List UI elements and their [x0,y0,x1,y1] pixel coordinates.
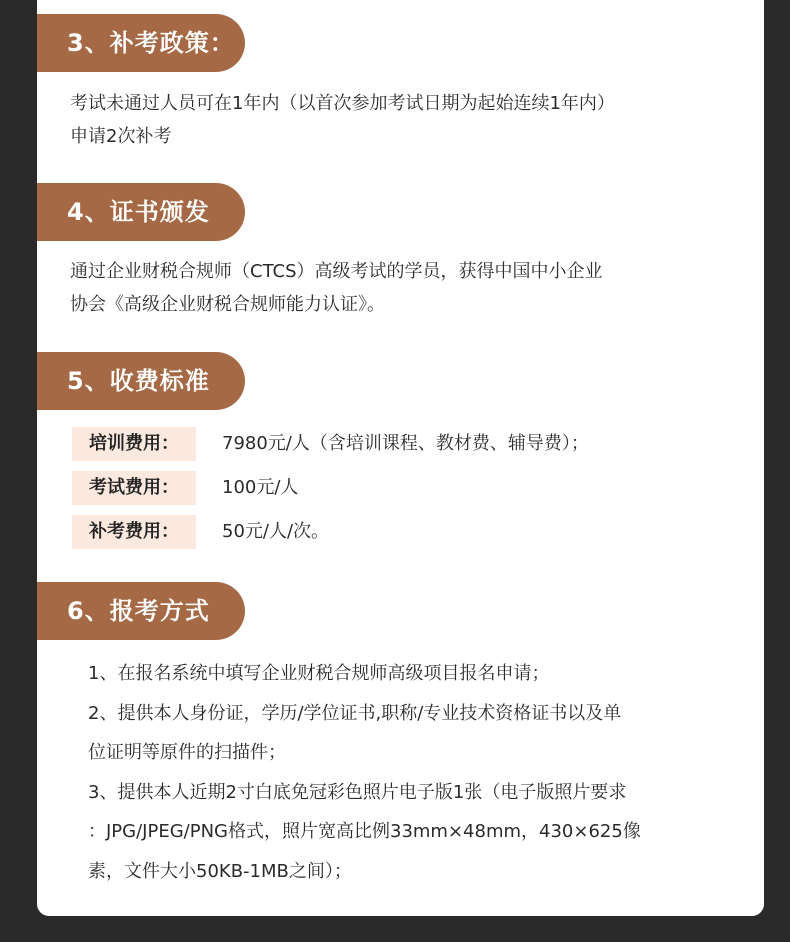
registration-line-6: 素，文件大小50KB-1MB之间）； [88,860,352,882]
certificate-line-1: 通过企业财税合规师（CTCS）高级考试的学员，获得中国中小企业 [70,261,603,282]
registration-line-2: 2、提供本人身份证，学历/学位证书,职称/专业技术资格证书以及单 [88,702,622,724]
registration-line-3: 位证明等原件的扫描件； [88,742,286,764]
fee-label-exam: 考试费用： [72,471,196,505]
section-header-retake-policy: 3、补考政策： [37,14,245,72]
section-header-fees: 5、收费标准 [37,352,245,410]
section-header-registration: 6、报考方式 [37,582,245,640]
fee-label-training: 培训费用： [72,427,196,461]
registration-line-4: 3、提供本人近期2寸白底免冠彩色照片电子版1张（电子版照片要求 [88,781,627,803]
registration-line-5: ：JPG/JPEG/PNG格式，照片宽高比例33mm×48mm，430×625像 [88,821,641,843]
fee-label-retake: 补考费用： [72,515,196,549]
fee-value-retake: 50元/人/次。 [222,521,330,542]
retake-policy-line-1: 考试未通过人员可在1年内（以首次参加考试日期为起始连续1年内） [70,93,615,114]
fee-value-exam: 100元/人 [222,477,299,498]
section-header-certificate: 4、证书颁发 [37,183,245,241]
registration-line-1: 1、在报名系统中填写企业财税合规师高级项目报名申请； [88,663,550,684]
registration-steps-list [88,654,641,892]
retake-policy-line-2: 申请2次补考 [70,126,172,147]
certificate-line-2: 协会《高级企业财税合规师能力认证》。 [70,294,385,315]
fee-value-training: 7980元/人（含培训课程、教材费、辅导费）； [222,433,589,454]
